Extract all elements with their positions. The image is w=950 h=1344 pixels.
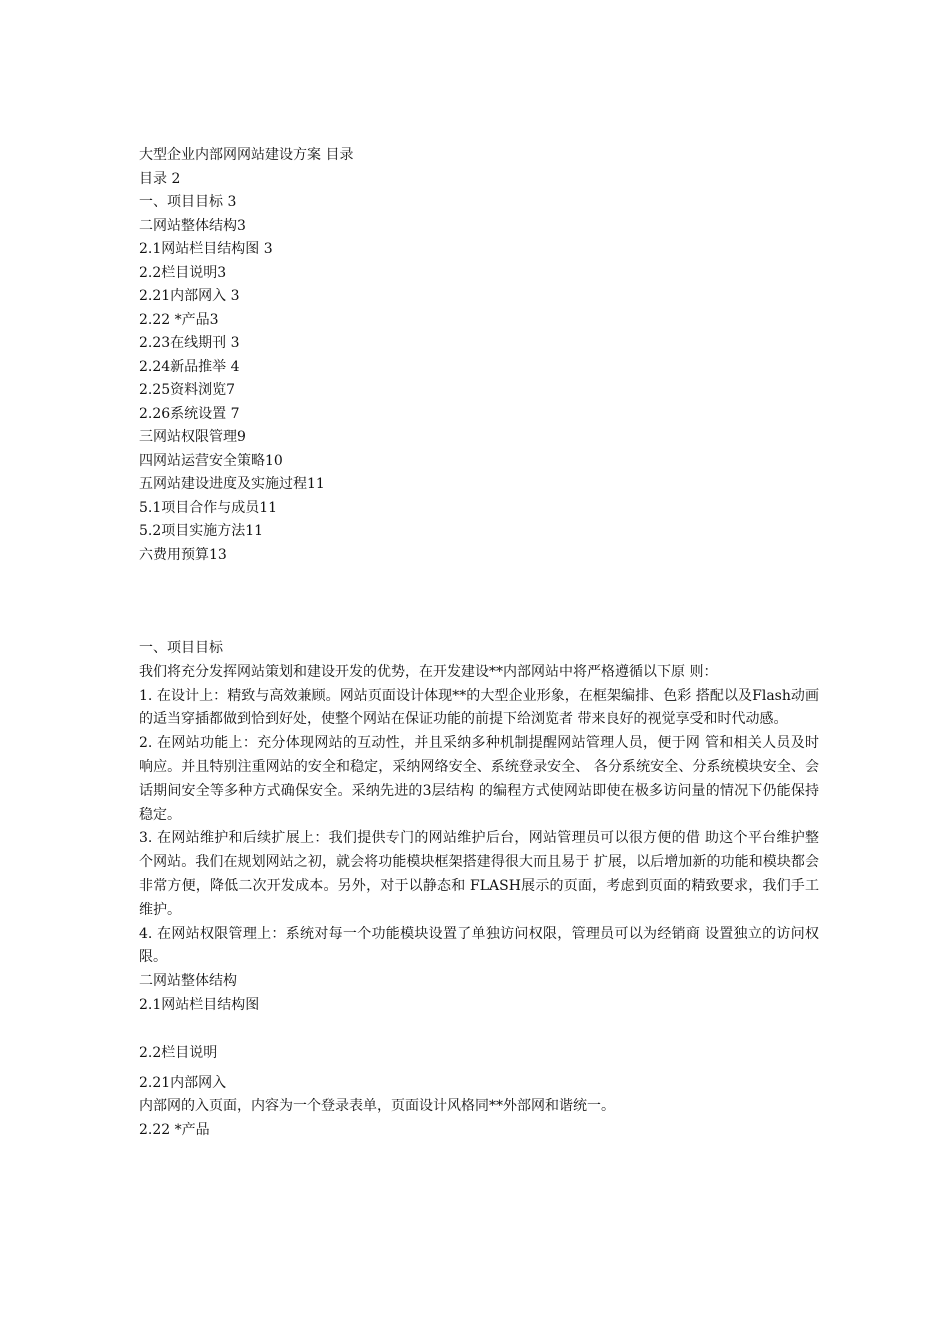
toc-item: 2.25资料浏览7	[139, 382, 236, 398]
toc-item: 六费用预算13	[139, 546, 227, 563]
toc-item: 2.21内部网入 3	[139, 288, 240, 304]
goal-point-maintenance: 3. 在网站维护和后续扩展上：我们提供专门的网站维护后台，网站管理员可以很方便的借 助这个平台维护整个网站。我们在规划网站之初，就会将功能模块框架搭建得很大而且易于 扩展，以后增加新的功能和模块都会非常方便，降低二次开发成本。另外，对于以静态和 FLASH展示的页面，考虑到页面的精致要求，我们手工维护。	[139, 830, 819, 918]
section-heading-project-goal: 一、项目目标	[139, 640, 223, 656]
toc-item: 5.1项目合作与成员11	[139, 499, 278, 516]
intranet-entry-paragraph: 内部网的入页面，内容为一个登录表单，页面设计风格同**外部网和谐统一。	[139, 1098, 615, 1115]
table-of-contents	[139, 144, 839, 567]
toc-item: 一、项目目标 3	[139, 194, 237, 210]
toc-item: 三网站权限管理9	[139, 429, 246, 445]
subsection-heading-products: 2.22 *产品	[139, 1122, 210, 1139]
toc-item: 2.23在线期刊 3	[139, 335, 240, 351]
subsection-heading-column-description: 2.2栏目说明	[139, 1044, 218, 1061]
subsection-heading-column-structure: 2.1网站栏目结构图	[139, 996, 260, 1013]
spacer	[139, 1018, 819, 1042]
toc-item: 目录 2	[139, 170, 181, 187]
document-body	[139, 637, 819, 1143]
subsection-heading-intranet-entry: 2.21内部网入	[139, 1074, 227, 1091]
toc-item: 5.2项目实施方法11	[139, 523, 264, 539]
toc-item: 2.1网站栏目结构图 3	[139, 241, 273, 257]
section-intro-paragraph: 我们将充分发挥网站策划和建设开发的优势，在开发建设**内部网站中将严格遵循以下原 则：	[139, 663, 718, 680]
goal-point-permissions: 4. 在网站权限管理上：系统对每一个功能模块设置了单独访问权限，管理员可以为经销商 设置独立的访问权限。	[139, 925, 819, 966]
goal-point-design: 1. 在设计上：精致与高效兼顾。网站页面设计体现**的大型企业形象，在框架编排、色彩 搭配以及Flash动画的适当穿插都做到恰到好处，使整个网站在保证功能的前提下给浏览者 带来良好的视觉享受和时代动感。	[139, 687, 819, 728]
toc-item: 2.24新品推举 4	[139, 358, 240, 375]
toc-item: 四网站运营安全策略10	[139, 452, 283, 469]
section-heading-site-structure: 二网站整体结构	[139, 973, 237, 990]
goal-point-function: 2. 在网站功能上：充分体现网站的互动性，并且采纳多种机制提醒网站管理人员，便于网 管和相关人员及时响应。并且特别注重网站的安全和稳定，采纳网络安全、系统登录安全、 各分系统安全、分系统模块安全、会话期间安全等多种方式确保安全。采纳先进的3层结构 的编程方式使网站即使在极多访问量的情况下仍能保持稳定。	[139, 735, 819, 823]
toc-item: 五网站建设进度及实施过程11	[139, 476, 325, 492]
toc-item: 二网站整体结构3	[139, 217, 246, 234]
toc-item: 2.22 *产品3	[139, 311, 219, 328]
toc-title: 大型企业内部网网站建设方案 目录	[139, 147, 354, 163]
toc-item: 2.26系统设置 7	[139, 405, 240, 422]
toc-item: 2.2栏目说明3	[139, 264, 227, 281]
